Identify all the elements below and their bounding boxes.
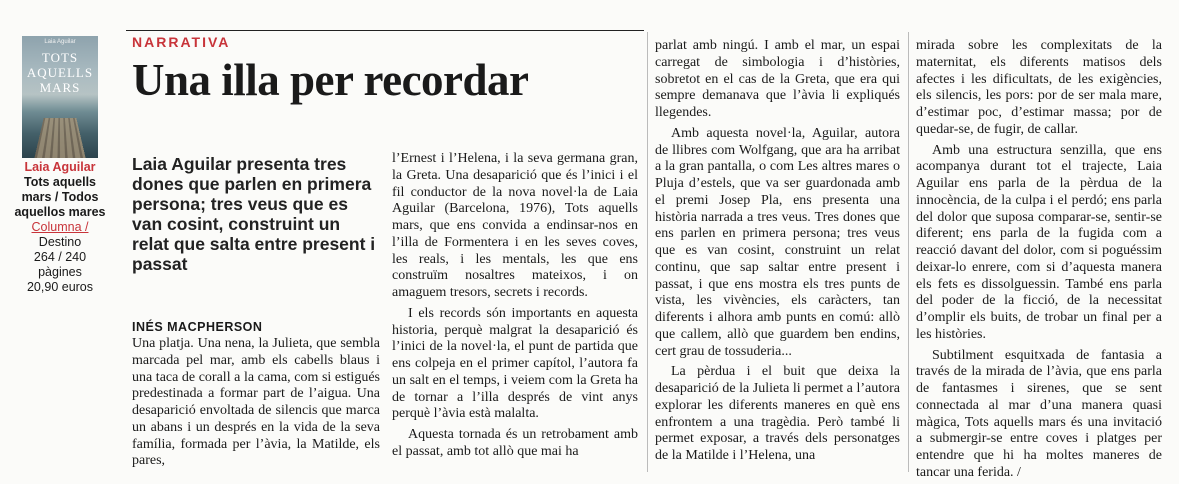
paragraph: Aquesta tornada és un retrobament amb el passat, amb tot allò que mai ha [392, 427, 638, 459]
book-info [10, 160, 110, 295]
column-4 [916, 38, 1162, 482]
section-label: NARRATIVA [132, 34, 231, 50]
headline: Una illa per recordar [132, 55, 529, 105]
paragraph: Amb una estructura senzilla, que ens acompanya durant tot el trajecte, Laia Aguilar ens parla de la pèrdua de la innocència, de la culpa i el perdó; ens parla del dolor que suposa comparar-se, sentir-se diferent; ens parla de la fugida com a reacció davant del dolor, com si poguéssim deixar-lo enrere, com si d’aquesta manera els fets es dissolguessin. També ens parla del poder de la ficció, de la necessitat d’omplir els buits, de trobar un final per a les històries. [916, 142, 1162, 342]
column-1 [132, 336, 380, 470]
column-divider [647, 32, 648, 472]
book-pages-label: pàgines [38, 265, 82, 279]
cover-author: Laia Aguilar [44, 39, 76, 45]
book-publisher: Columna / [31, 220, 89, 234]
book-imprint: Destino [38, 235, 82, 249]
book-author: Laia Aguilar [24, 160, 96, 174]
column-2 [392, 151, 638, 461]
book-title: Tots aquells mars / Todos aquellos mares [14, 175, 106, 219]
paragraph: Subtilment esquitxada de fantasia a través de la mirada de l’àvia, que ens parla de fantasmes i sirenes, que se sent connectada al mar d’una manera quasi màgica, Tots aquells mars és una invitació a submergir-se entre coves i platges per entendre que hi ha moltes maneres de tancar una ferida. / [916, 347, 1162, 480]
book-price: 20,90 euros [26, 280, 94, 294]
byline: INÉS MACPHERSON [132, 320, 263, 334]
paragraph: l’Ernest i l’Helena, i la seva germana gran, la Greta. Una desaparició que és l’inici i el fil conductor de la nova novel·la de Laia Aguilar (Barcelona, 1976), Tots aquells mars, que ens convida a endinsar-nos en l’illa de Formentera i en les seves coves, les reals, i les mentals, les que ens construïm nosaltres mateixos, i on amaguem tresors, secrets i records. [392, 151, 638, 300]
cover-pier-image [34, 118, 86, 158]
book-pages: 264 / 240 [33, 250, 87, 264]
column-3 [655, 38, 900, 465]
paragraph: parlat amb ningú. I amb el mar, un espai carregat de simbologia i d’històries, sobretot en el cas de la Greta, que era qui sempre demanava que l’àvia li expliqués llegendes. [655, 38, 900, 120]
lead-paragraph: Laia Aguilar presenta tres dones que parlen en primera persona; tres veus que es van cosint, construint un relat que salta entre present i passat [132, 154, 376, 274]
top-rule [126, 30, 644, 31]
cover-title: TOTS AQUELLS MARS [26, 50, 94, 95]
paragraph: Amb aquesta novel·la, Aguilar, autora de llibres com Wolfgang, que ara ha arribat a la gran pantalla, o com Les altres mares o Pluja d’estels, que va ser guardonada amb el premi Josep Pla, ens presenta una història narrada a tres veus. Tres dones que ens parlen en primera persona; tres veus que es van cosint, construint un relat continu, que sap saltar entre present i passat, i que ens mostra els tres punts de vista, les vivències, els caràcters, tan diferents i alhora amb punts en comú: allò que callem, allò que guardem ben endins, cert grau de tossuderia... [655, 125, 900, 359]
paragraph: I els records són importants en aquesta historia, perquè malgrat la desaparició és l’inici de la novel·la, el punt de partida que ens colpeja en el primer capítol, l’autora fa un salt en el temps, i veiem com la Greta ha de tornar a l’illa després de vint anys perquè l’àvia està malalta. [392, 305, 638, 422]
book-cover [22, 36, 98, 158]
paragraph: La pèrdua i el buit que deixa la desaparició de la Julieta li permet a l’autora explorar les diferents maneres en què ens enfrontem a una tragèdia. Però també li permet exposar, a través dels personatges de la Matilde i l’Helena, una [655, 364, 900, 463]
column-divider [908, 32, 909, 472]
paragraph: Una platja. Una nena, la Julieta, que sembla marcada pel mar, amb els cabells blaus i una taca de corall a la cama, com si estigués predestinada a formar part de l’aigua. Una desaparició envoltada de silencis que marca un abans i un després en la vida de la seva família, formada per l’àvia, la Matilde, els pares, [132, 336, 380, 469]
paragraph: mirada sobre les complexitats de la maternitat, els diferents matisos dels afectes i les dificultats, de les exigències, els silencis, les pors: por de ser mala mare, d’estimar poc, d’estimar massa; por de quedar-se, de fugir, de callar. [916, 38, 1162, 137]
